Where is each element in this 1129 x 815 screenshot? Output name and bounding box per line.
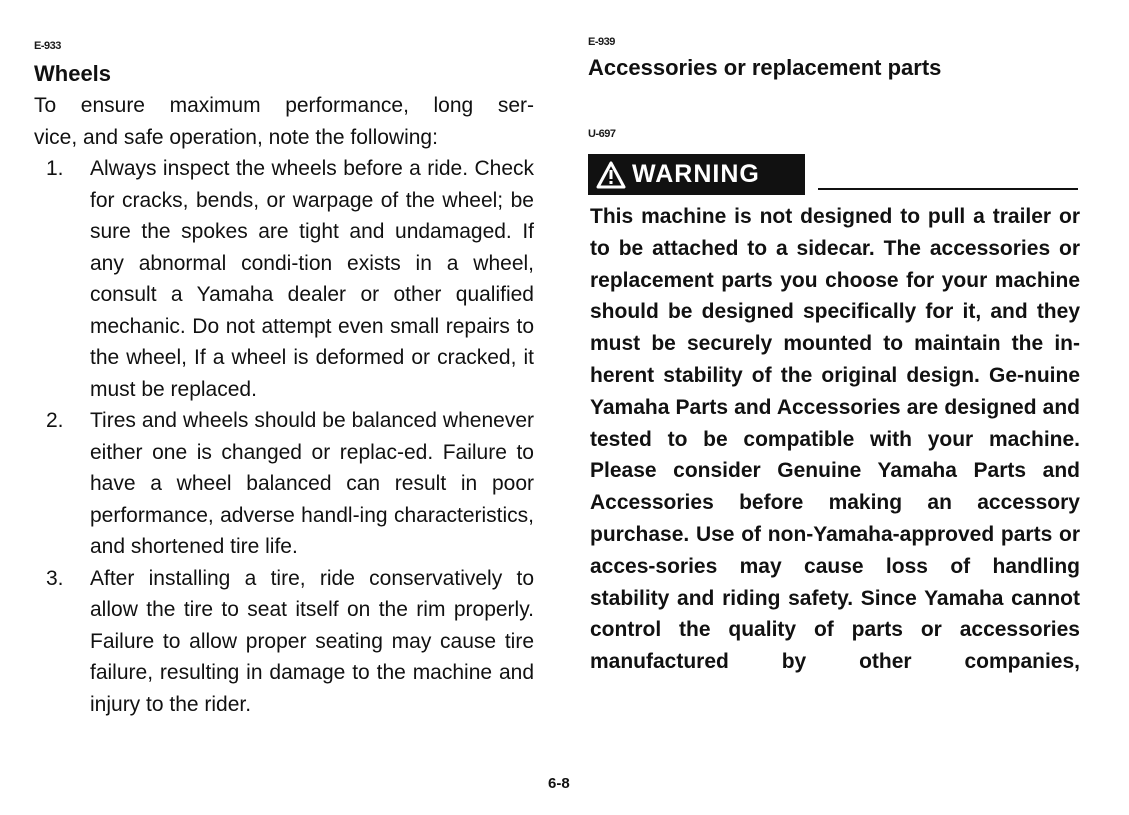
step-number: 1. bbox=[46, 157, 64, 180]
warning-text: This machine is not designed to pull a trailer or to be attached to a sidecar. The accessories or replacement parts you choose for your machine should be designed specifically for it, and they must be securely mounted to maintain the in-herent stability of the original design. Ge-nuine Yamaha Parts and Accessories are designed and tested to be compatible with your machine. Please consider Genuine Yamaha Parts and Accessories before making an accessory purchase. Use of non-Yamaha-approved parts or acces-sories may cause loss of handling stability and riding safety. Since Yamaha cannot control the quality of parts or accessories manufactured by other companies, bbox=[590, 205, 1080, 674]
step-number: 3. bbox=[46, 566, 64, 590]
warning-banner bbox=[588, 154, 805, 195]
warning-rule bbox=[818, 188, 1078, 190]
step-text: After installing a tire, ride conservatively to allow the tire to seat itself on the rim properly. Failure to allow proper seating may cause tire failure, resulting in damage to the machine and injury to the rider. bbox=[90, 566, 534, 716]
wheel-steps-list bbox=[34, 153, 534, 720]
step-text: Tires and wheels should be balanced whenever either one is changed or replac-ed. Failure to have a wheel balanced can result in poor performance, adverse handl-ing characteristics, and shortened tire life. bbox=[90, 409, 534, 558]
section-code-accessories: E-939 bbox=[588, 36, 615, 48]
wheels-section bbox=[34, 90, 534, 720]
section-code-wheels: E-933 bbox=[34, 40, 61, 52]
warning-triangle-icon bbox=[596, 161, 626, 189]
intro-line-2: vice, and safe operation, note the following: bbox=[34, 125, 438, 149]
step-text: Always inspect the wheels before a ride. Check for cracks, bends, or warpage of the wheel; be sure the spokes are tight and undamaged. If any abnormal condi-tion exists in a wheel, consult a Yamaha dealer or other qualified mechanic. Do not attempt even small repairs to the wheel, If a wheel is deformed or cracked, it must be replaced. bbox=[90, 157, 534, 401]
step-number: 2. bbox=[46, 409, 64, 432]
page-number: 6-8 bbox=[548, 775, 570, 792]
warning-header bbox=[588, 154, 1080, 196]
warning-label: WARNING bbox=[632, 160, 760, 188]
intro-line-1: To ensure maximum performance, long ser- bbox=[34, 94, 534, 117]
list-item bbox=[34, 153, 534, 405]
section-title-wheels: Wheels bbox=[34, 61, 112, 86]
list-item bbox=[34, 563, 534, 721]
list-item bbox=[34, 405, 534, 563]
warning-code: U-697 bbox=[588, 128, 616, 140]
section-title-accessories: Accessories or replacement parts bbox=[588, 55, 942, 80]
